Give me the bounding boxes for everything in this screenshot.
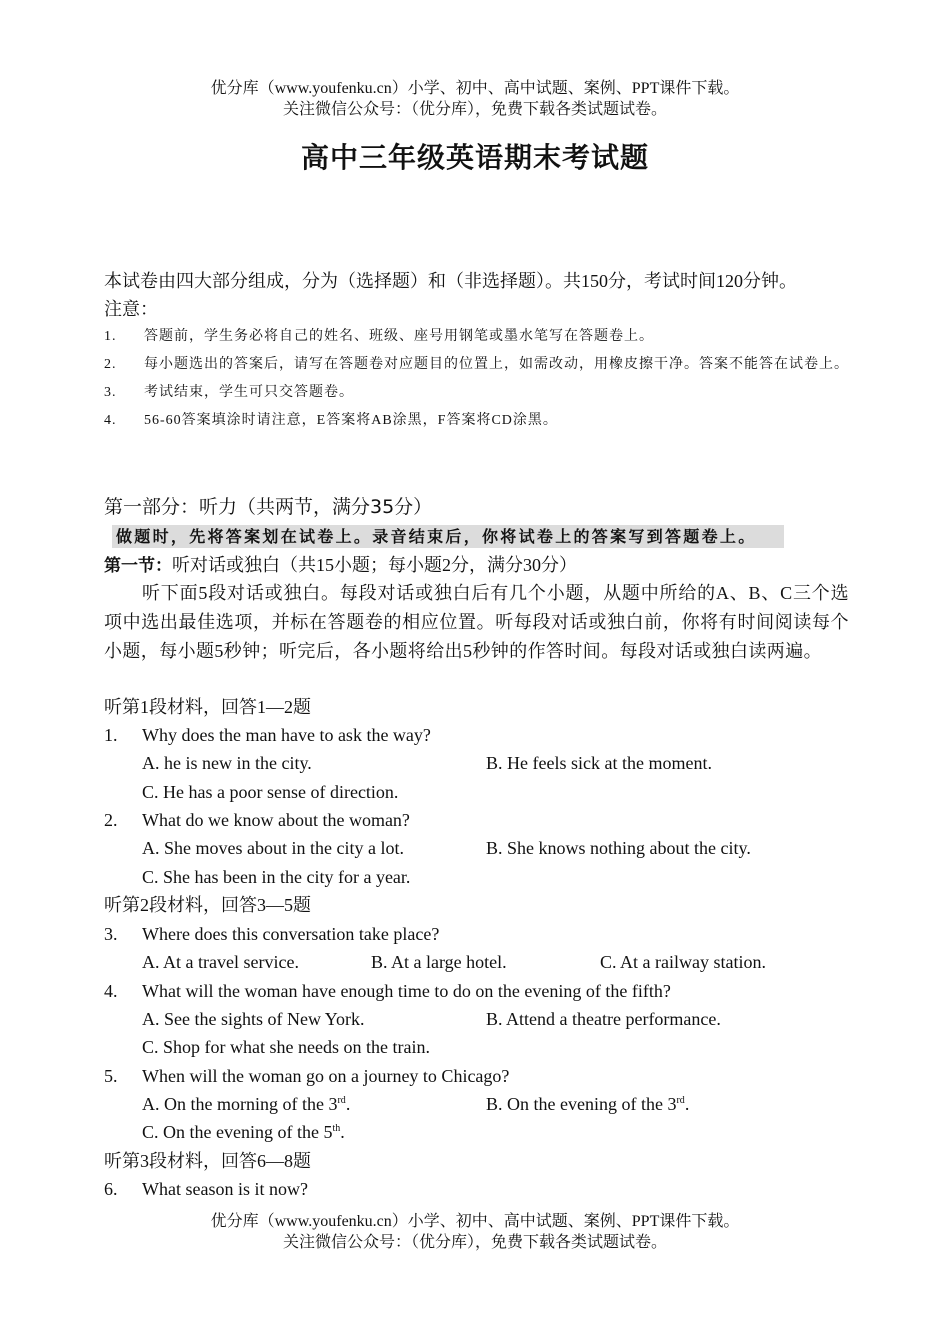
note-item (104, 323, 864, 351)
question-number: 2. (104, 810, 118, 830)
option-a: A. At a travel service. (142, 952, 299, 972)
note-item (104, 407, 864, 435)
option-a: A. See the sights of New York. (142, 1009, 365, 1029)
note-number: 3. (104, 385, 117, 400)
question-number: 4. (104, 981, 118, 1001)
question-text: When will the woman go on a journey to Chicago? (142, 1066, 510, 1086)
option-c: C. She has been in the city for a year. (142, 867, 411, 887)
question-text: What do we know about the woman? (142, 810, 410, 830)
ordinal-suffix: rd (676, 1095, 685, 1106)
note-number: 2. (104, 357, 117, 372)
question-text: Where does this conversation take place? (142, 924, 440, 944)
question-number: 1. (104, 725, 118, 745)
ordinal-suffix: th (332, 1123, 341, 1134)
option-b: B. He feels sick at the moment. (486, 753, 712, 773)
note-number: 4. (104, 413, 117, 428)
option-a (142, 1090, 350, 1118)
ordinal-suffix: rd (337, 1095, 346, 1106)
question-text: What season is it now? (142, 1179, 308, 1199)
group-heading: 听第3段材料，回答6—8题 (104, 1151, 311, 1171)
option-b-end: . (684, 1094, 690, 1114)
option-a-end: . (345, 1094, 351, 1114)
option-b: B. Attend a theatre performance. (486, 1009, 721, 1029)
section1-heading (104, 551, 577, 580)
option-a-text: A. On the morning of the 3 (142, 1094, 338, 1114)
footer-line-1: 优分库（www.youfenku.cn）小学、初中、高中试题、案例、PPT课件下载。 (210, 1213, 740, 1230)
section1-instructions: 听下面5段对话或独白。每段对话或独白后有几个小题，从题中所给的A、B、C三个选项中选出最佳选项，并标在答题卷的相应位置。听每段对话或独白前，你将有时间阅读每个小题，每小题5秒钟；听完后，各小题将给出5秒钟的作答时间。每段对话或独白读两遍。 (104, 583, 849, 661)
option-c-text: C. On the evening of the 5 (142, 1122, 333, 1142)
note-text: 考试结束，学生可只交答题卷。 (144, 385, 354, 400)
option-c-end: . (340, 1122, 345, 1142)
question-number: 5. (104, 1066, 118, 1086)
group-heading: 听第1段材料，回答1—2题 (104, 697, 311, 717)
part1-title: 第一部分：听力（共两节，满分35分） (104, 496, 433, 518)
answer-instruction-highlight: 做题时，先将答案划在试卷上。录音结束后，你将试卷上的答案写到答题卷上。 (112, 525, 784, 548)
question-number: 6. (104, 1179, 118, 1199)
header-line-1: 优分库（www.youfenku.cn）小学、初中、高中试题、案例、PPT课件下载。 (210, 80, 740, 97)
note-item (104, 379, 864, 407)
note-text: 答题前，学生务必将自己的姓名、班级、座号用钢笔或墨水笔写在答题卷上。 (144, 329, 654, 344)
note-number: 1. (104, 329, 117, 344)
option-a: A. She moves about in the city a lot. (142, 838, 404, 858)
notes-list (104, 323, 864, 435)
option-c: C. Shop for what she needs on the train. (142, 1037, 430, 1057)
option-b: B. She knows nothing about the city. (486, 838, 751, 858)
question-text: Why does the man have to ask the way? (142, 725, 431, 745)
option-c: C. He has a poor sense of direction. (142, 782, 399, 802)
group-heading: 听第2段材料，回答3—5题 (104, 895, 311, 915)
header-line-2: 关注微信公众号：（优分库），免费下载各类试题试卷。 (282, 101, 667, 118)
section1-label: 第一节： (104, 556, 172, 576)
note-item (104, 351, 864, 379)
option-c (142, 1118, 345, 1146)
footer-line-2: 关注微信公众号：（优分库），免费下载各类试题试卷。 (282, 1234, 667, 1251)
option-a: A. he is new in the city. (142, 753, 312, 773)
question-text: What will the woman have enough time to do on the evening of the fifth? (142, 981, 671, 1001)
option-b-text: B. On the evening of the 3 (486, 1094, 677, 1114)
question-number: 3. (104, 924, 118, 944)
note-text: 56-60答案填涂时请注意，E答案将AB涂黑，F答案将CD涂黑。 (144, 413, 558, 428)
section1-desc: 听对话或独白（共15小题；每小题2分，满分30分） (172, 555, 577, 575)
page-title: 高中三年级英语期末考试题 (300, 141, 649, 174)
note-text: 每小题选出的答案后，请写在答题卷对应题目的位置上，如需改动，用橡皮擦干净。答案不能答在试卷上。 (144, 357, 849, 372)
option-b: B. At a large hotel. (371, 952, 507, 972)
option-c: C. At a railway station. (600, 952, 766, 972)
option-b (486, 1090, 689, 1118)
notes-label: 注意： (104, 299, 158, 319)
intro-text: 本试卷由四大部分组成，分为（选择题）和（非选择题）。共150分，考试时间120分钟。 (104, 271, 797, 291)
